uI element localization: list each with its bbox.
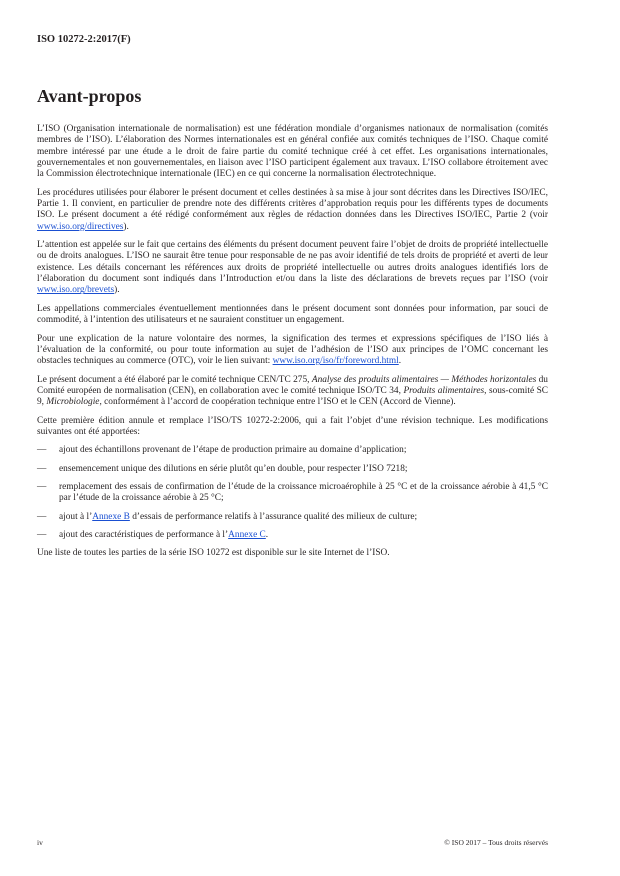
paragraph [37,375,548,409]
document-body [37,124,548,567]
paragraph: Les appellations commerciales éventuellement mentionnées dans le présent document sont données pour information, par souci de commodité, à l’intention des utilisateurs et ne sauraient constituer un engagement. [37,303,548,326]
text: . [265,529,269,540]
document-id-header: ISO 10272-2:2017(F) [37,34,131,45]
dash: — [37,445,47,456]
paragraph [37,188,548,233]
text: L’attention est appelée sur le fait que certains des éléments du présent document peuvent faire l’objet de droits de propriété intellectuelle ou de droits analogues. L’ISO ne saurait être tenue pour responsable de ne pas avoir identifié de tels droits de propriété et averti de leur existence. Les détails concernant les références aux droits de propriété intellectuelle ou autres droits analogues identifiés lors de l’élaboration du document sont indiqués dans l’Introduction et/ou dans la liste des déclarations de brevets reçues par l’ISO (voir [37,240,548,285]
foreword-link[interactable]: www.iso.org/iso/fr/foreword.html [272,356,399,367]
list-item-text: ajout des échantillons provenant de l’étape de production primaire au domaine d’application; [59,445,407,456]
dash: — [37,463,47,474]
page-number: iv [37,838,43,847]
text: ). [123,221,129,232]
brevets-link[interactable]: www.iso.org/brevets [37,285,115,296]
list-item [37,530,548,541]
copyright: © ISO 2017 – Tous droits réservés [444,838,548,847]
text: Le présent document a été élaboré par le comité technique CEN/TC 275, [37,374,312,385]
paragraph: L’ISO (Organisation internationale de normalisation) est une fédération mondiale d’organismes nationaux de normalisation (comités membres de l’ISO). L’élaboration des Normes internationales est en général confiée aux comités techniques de l’ISO. Chaque comité membre intéressé par une étude a le droit de faire partie du comité technique créé à cet effet. Les organisations internationales, gouvernementales et non gouvernementales, en liaison avec l’ISO participent également aux travaux. L’ISO collabore étroitement avec la Commission électrotechnique internationale (IEC) en ce qui concerne la normalisation électrotechnique. [37,124,548,180]
annexe-b-link[interactable]: Annexe B [92,511,130,522]
text: Les procédures utilisées pour élaborer le présent document et celles destinées à sa mise à jour sont décrites dans les Directives ISO/IEC, Partie 1. Il convient, en particulier de prendre note des différents critères d’approbation requis pour les différents types de documents ISO. Le présent document a été rédigé conformément aux règles de rédaction données dans les Directives ISO/IEC, Partie 2 (voir [37,187,548,221]
list-item [37,464,548,475]
list-item [37,445,548,456]
italic-text: Microbiologie [46,397,100,408]
paragraph [37,240,548,297]
paragraph [37,334,548,368]
paragraph: Une liste de toutes les parties de la série ISO 10272 est disponible sur le site Internet de l’ISO. [37,548,390,559]
text: du Comité européen de normalisation (CEN), en collaboration avec le comité technique ISO/TC 34, [37,374,548,396]
italic-text: Produits alimentaires [403,385,485,396]
italic-text: Analyse des produits alimentaires — Méthodes horizontales [311,374,537,385]
dash: — [37,511,47,522]
list-item [37,482,548,505]
text: ajout à l’ [59,511,93,522]
text: , sous-comité SC 9, [37,385,549,408]
list-item-text [59,512,548,523]
text: ajout des caractéristiques de performance à l’ [59,529,229,540]
paragraph: Cette première édition annule et remplace l’ISO/TS 10272-2:2006, qui a fait l’objet d’une révision technique. Les modifications suivantes ont été apportées: [37,415,548,437]
list-item-text: remplacement des essais de confirmation de l’étude de la croissance microaérophile à 25 °C et de la croissance aérobie à 41,5 °C par l’étude de la croissance aérobie à 25 °C; [59,481,548,504]
text: , conformément à l’accord de coopération technique entre l’ISO et le CEN (Accord de Vienne). [99,397,456,408]
page-footer [37,838,548,847]
annexe-c-link[interactable]: Annexe C [228,529,266,540]
list-item-text: ensemencement unique des dilutions en série plutôt qu’en double, pour respecter l’ISO 7218; [59,463,408,474]
text: d’essais de performance relatifs à l’assurance qualité des milieux de culture; [129,511,418,522]
list-item [37,512,548,523]
dash: — [37,481,47,492]
text: . [398,356,402,367]
dash: — [37,529,47,540]
text: ). [114,285,120,296]
list-item-text [59,530,548,541]
directives-link[interactable]: www.iso.org/directives [37,221,124,232]
page-title: Avant-propos [37,86,142,106]
text: Pour une explication de la nature volontaire des normes, la signification des termes et expressions spécifiques de l’ISO liés à l’évaluation de la conformité, ou pour toute information au sujet de l’adhésion de l’ISO aux principes de l’OMC concernant les obstacles techniques au commerce (OTC), voir le lien suivant: [37,333,548,367]
